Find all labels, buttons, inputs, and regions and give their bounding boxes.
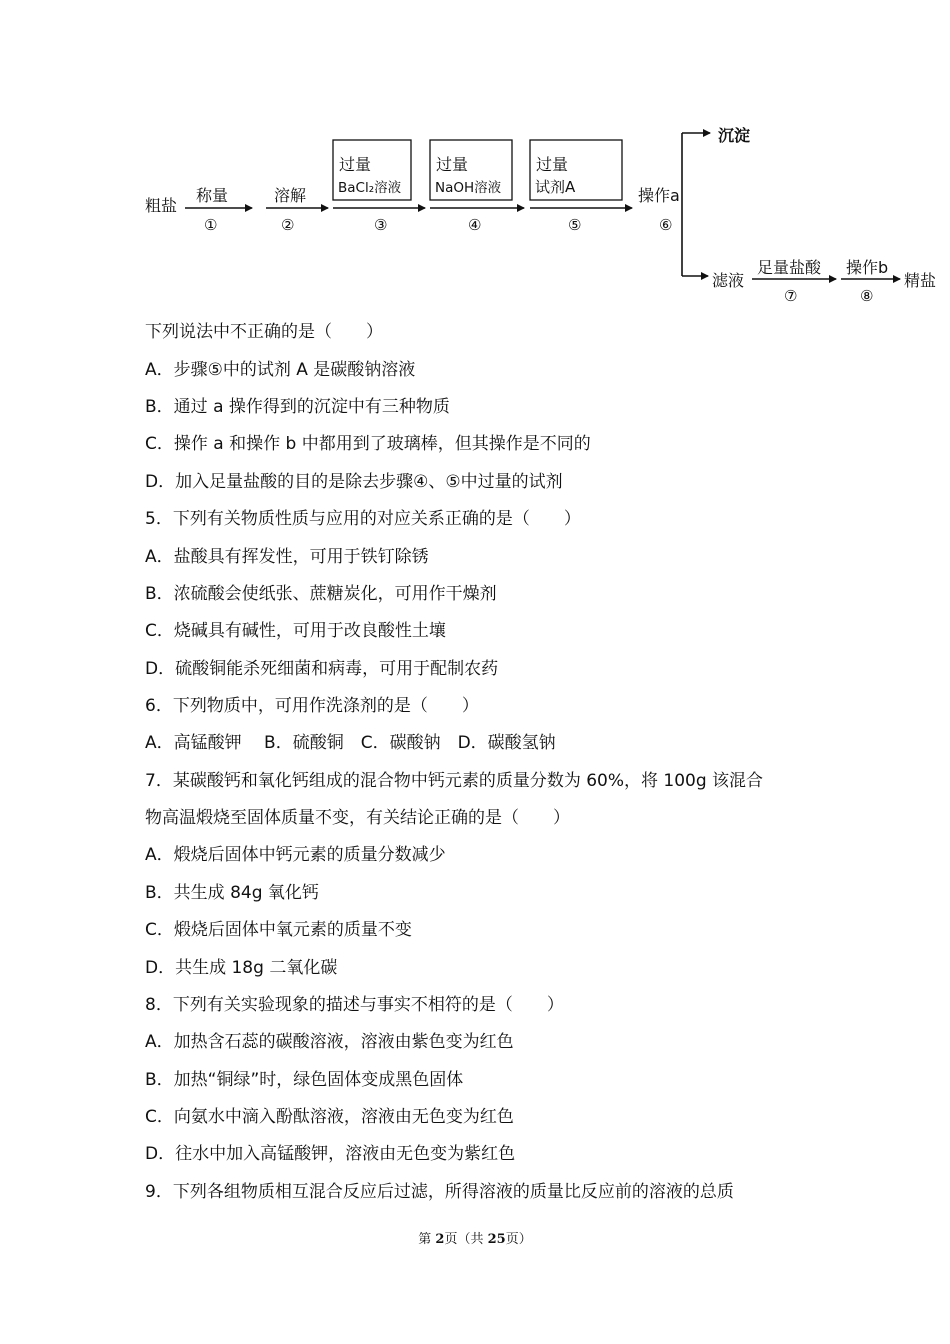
step2-number: ② xyxy=(281,216,295,234)
step5-reagent-top: 过量 xyxy=(536,155,569,174)
operation-b-number: ⑧ xyxy=(860,287,874,305)
question-5-stem: 5．下列有关物质性质与应用的对应关系正确的是（ ） xyxy=(145,509,581,529)
acid-step-number: ⑦ xyxy=(784,287,798,305)
q4-option-c: C．操作 a 和操作 b 中都用到了玻璃棒，但其操作是不同的 xyxy=(145,434,591,454)
product-label: 精盐 xyxy=(904,271,937,290)
q5-option-a: A．盐酸具有挥发性，可用于铁钉除锈 xyxy=(145,547,429,567)
question-4-stem: 下列说法中不正确的是（ ） xyxy=(145,322,383,342)
current-page-number: 2 xyxy=(435,1232,445,1247)
q4-option-a: A．步骤⑤中的试剂 A 是碳酸钠溶液 xyxy=(145,360,416,380)
footer-prefix: 第 xyxy=(418,1232,436,1247)
step4-reagent-top: 过量 xyxy=(436,155,469,174)
q7-option-b: B．共生成 84g 氧化钙 xyxy=(145,883,319,903)
q7-option-d: D．共生成 18g 二氧化碳 xyxy=(145,958,338,978)
question-7-stem-line1: 7．某碳酸钙和氧化钙组成的混合物中钙元素的质量分数为 60%，将 100g 该混合 xyxy=(145,771,764,791)
question-6-stem: 6．下列物质中，可用作洗涤剂的是（ ） xyxy=(145,696,479,716)
step4-number: ④ xyxy=(468,216,482,234)
start-label: 粗盐 xyxy=(145,196,178,215)
step4-reagent: NaOH溶液 xyxy=(435,180,502,196)
step2-label: 溶解 xyxy=(274,186,307,205)
step3-number: ③ xyxy=(374,216,388,234)
q4-option-b: B．通过 a 操作得到的沉淀中有三种物质 xyxy=(145,397,450,417)
operation-b-label: 操作b xyxy=(846,258,889,277)
q5-option-c: C．烧碱具有碱性，可用于改良酸性土壤 xyxy=(145,621,446,641)
operation-a-label: 操作a xyxy=(638,186,680,205)
step3-reagent: BaCl₂溶液 xyxy=(338,180,402,196)
q7-option-a: A．煅烧后固体中钙元素的质量分数减少 xyxy=(145,845,446,865)
step5-number: ⑤ xyxy=(568,216,582,234)
q5-option-b: B．浓硫酸会使纸张、蔗糖炭化，可用作干燥剂 xyxy=(145,584,497,604)
question-9-stem: 9．下列各组物质相互混合反应后过滤，所得溶液的质量比反应前的溶液的总质 xyxy=(145,1182,734,1202)
q8-option-d: D．往水中加入高锰酸钾，溶液由无色变为紫红色 xyxy=(145,1144,516,1164)
footer-suffix: 页） xyxy=(505,1232,532,1247)
q4-option-d: D．加入足量盐酸的目的是除去步骤④、⑤中过量的试剂 xyxy=(145,472,563,492)
operation-a-number: ⑥ xyxy=(659,216,673,234)
question-7-stem-line2: 物高温煅烧至固体质量不变，有关结论正确的是（ ） xyxy=(145,808,570,828)
q7-option-c: C．煅烧后固体中氧元素的质量不变 xyxy=(145,920,412,940)
q8-option-a: A．加热含石蕊的碳酸溶液，溶液由紫色变为红色 xyxy=(145,1032,514,1052)
filtrate-label: 滤液 xyxy=(712,271,745,290)
step5-reagent: 试剂A xyxy=(535,178,576,196)
footer-mid: 页（共 xyxy=(444,1232,488,1247)
q5-option-d: D．硫酸铜能杀死细菌和病毒，可用于配制农药 xyxy=(145,659,499,679)
step1-label: 称量 xyxy=(196,186,229,205)
total-pages-number: 25 xyxy=(487,1232,506,1247)
salt-purification-flowchart xyxy=(0,0,950,320)
step3-reagent-top: 过量 xyxy=(339,155,372,174)
q8-option-c: C．向氨水中滴入酚酞溶液，溶液由无色变为红色 xyxy=(145,1107,514,1127)
page-footer xyxy=(0,1228,950,1247)
step1-number: ① xyxy=(204,216,218,234)
q8-option-b: B．加热“铜绿”时，绿色固体变成黑色固体 xyxy=(145,1070,464,1090)
q6-options: A．高锰酸钾 B．硫酸铜 C．碳酸钠 D．碳酸氢钠 xyxy=(145,733,556,753)
precipitate-label: 沉淀 xyxy=(718,126,751,145)
question-8-stem: 8．下列有关实验现象的描述与事实不相符的是（ ） xyxy=(145,995,564,1015)
acid-label: 足量盐酸 xyxy=(757,258,822,277)
